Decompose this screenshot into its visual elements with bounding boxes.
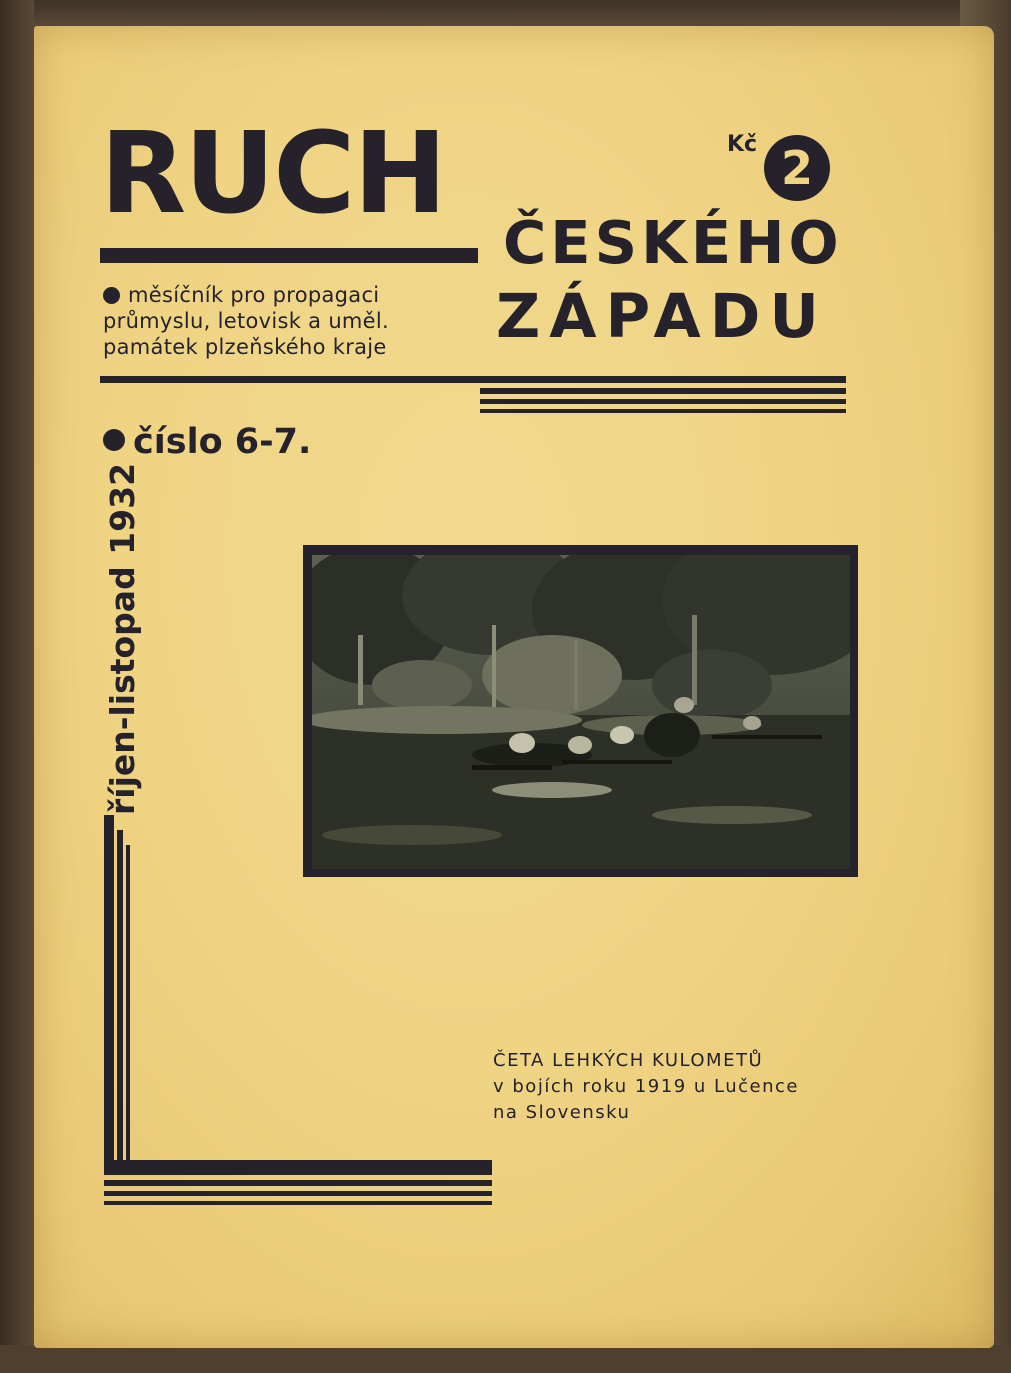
frame-horizontal-1 — [104, 1160, 492, 1175]
subtitle-line-2: ZÁPADU — [496, 281, 828, 352]
divider-rule-1 — [100, 376, 846, 383]
bullet-icon — [103, 429, 125, 451]
caption-line-3: na Slovensku — [493, 1102, 631, 1123]
frame-vertical-3 — [126, 845, 130, 1175]
caption-line-1: ČETA LEHKÝCH KULOMETŮ — [493, 1050, 764, 1071]
background-left — [0, 0, 34, 1373]
issue-date: říjen-listopad 1932 — [103, 462, 142, 815]
price-value: 2 — [764, 135, 830, 201]
bullet-icon — [103, 287, 120, 304]
divider-rule-2 — [480, 388, 846, 394]
issue-number: číslo 6-7. — [103, 422, 311, 462]
photo-illustration — [312, 555, 850, 869]
frame-horizontal-3 — [104, 1191, 492, 1196]
magazine-title: RUCH — [100, 109, 446, 239]
frame-vertical-1 — [104, 815, 114, 1175]
photo-caption — [493, 1048, 799, 1126]
price-currency: Kč — [727, 132, 758, 157]
frame-vertical-2 — [117, 830, 123, 1175]
frame-horizontal-2 — [104, 1180, 492, 1186]
divider-rule-4 — [480, 409, 846, 413]
subtitle-line-1: ČESKÉHO — [503, 208, 843, 277]
photo-soldiers-in-forest — [312, 555, 850, 869]
tagline — [103, 282, 483, 360]
caption-line-2: v bojích roku 1919 u Lučence — [493, 1076, 799, 1097]
tagline-line-2: průmyslu, letovisk a uměl. — [103, 309, 390, 333]
tagline-line-1: měsíčník pro propagaci — [103, 282, 483, 308]
title-rule — [100, 248, 478, 263]
tagline-line-3: památek plzeňského kraje — [103, 335, 387, 359]
divider-rule-3 — [480, 399, 846, 404]
background-bottom — [0, 1345, 1011, 1373]
frame-horizontal-4 — [104, 1201, 492, 1205]
